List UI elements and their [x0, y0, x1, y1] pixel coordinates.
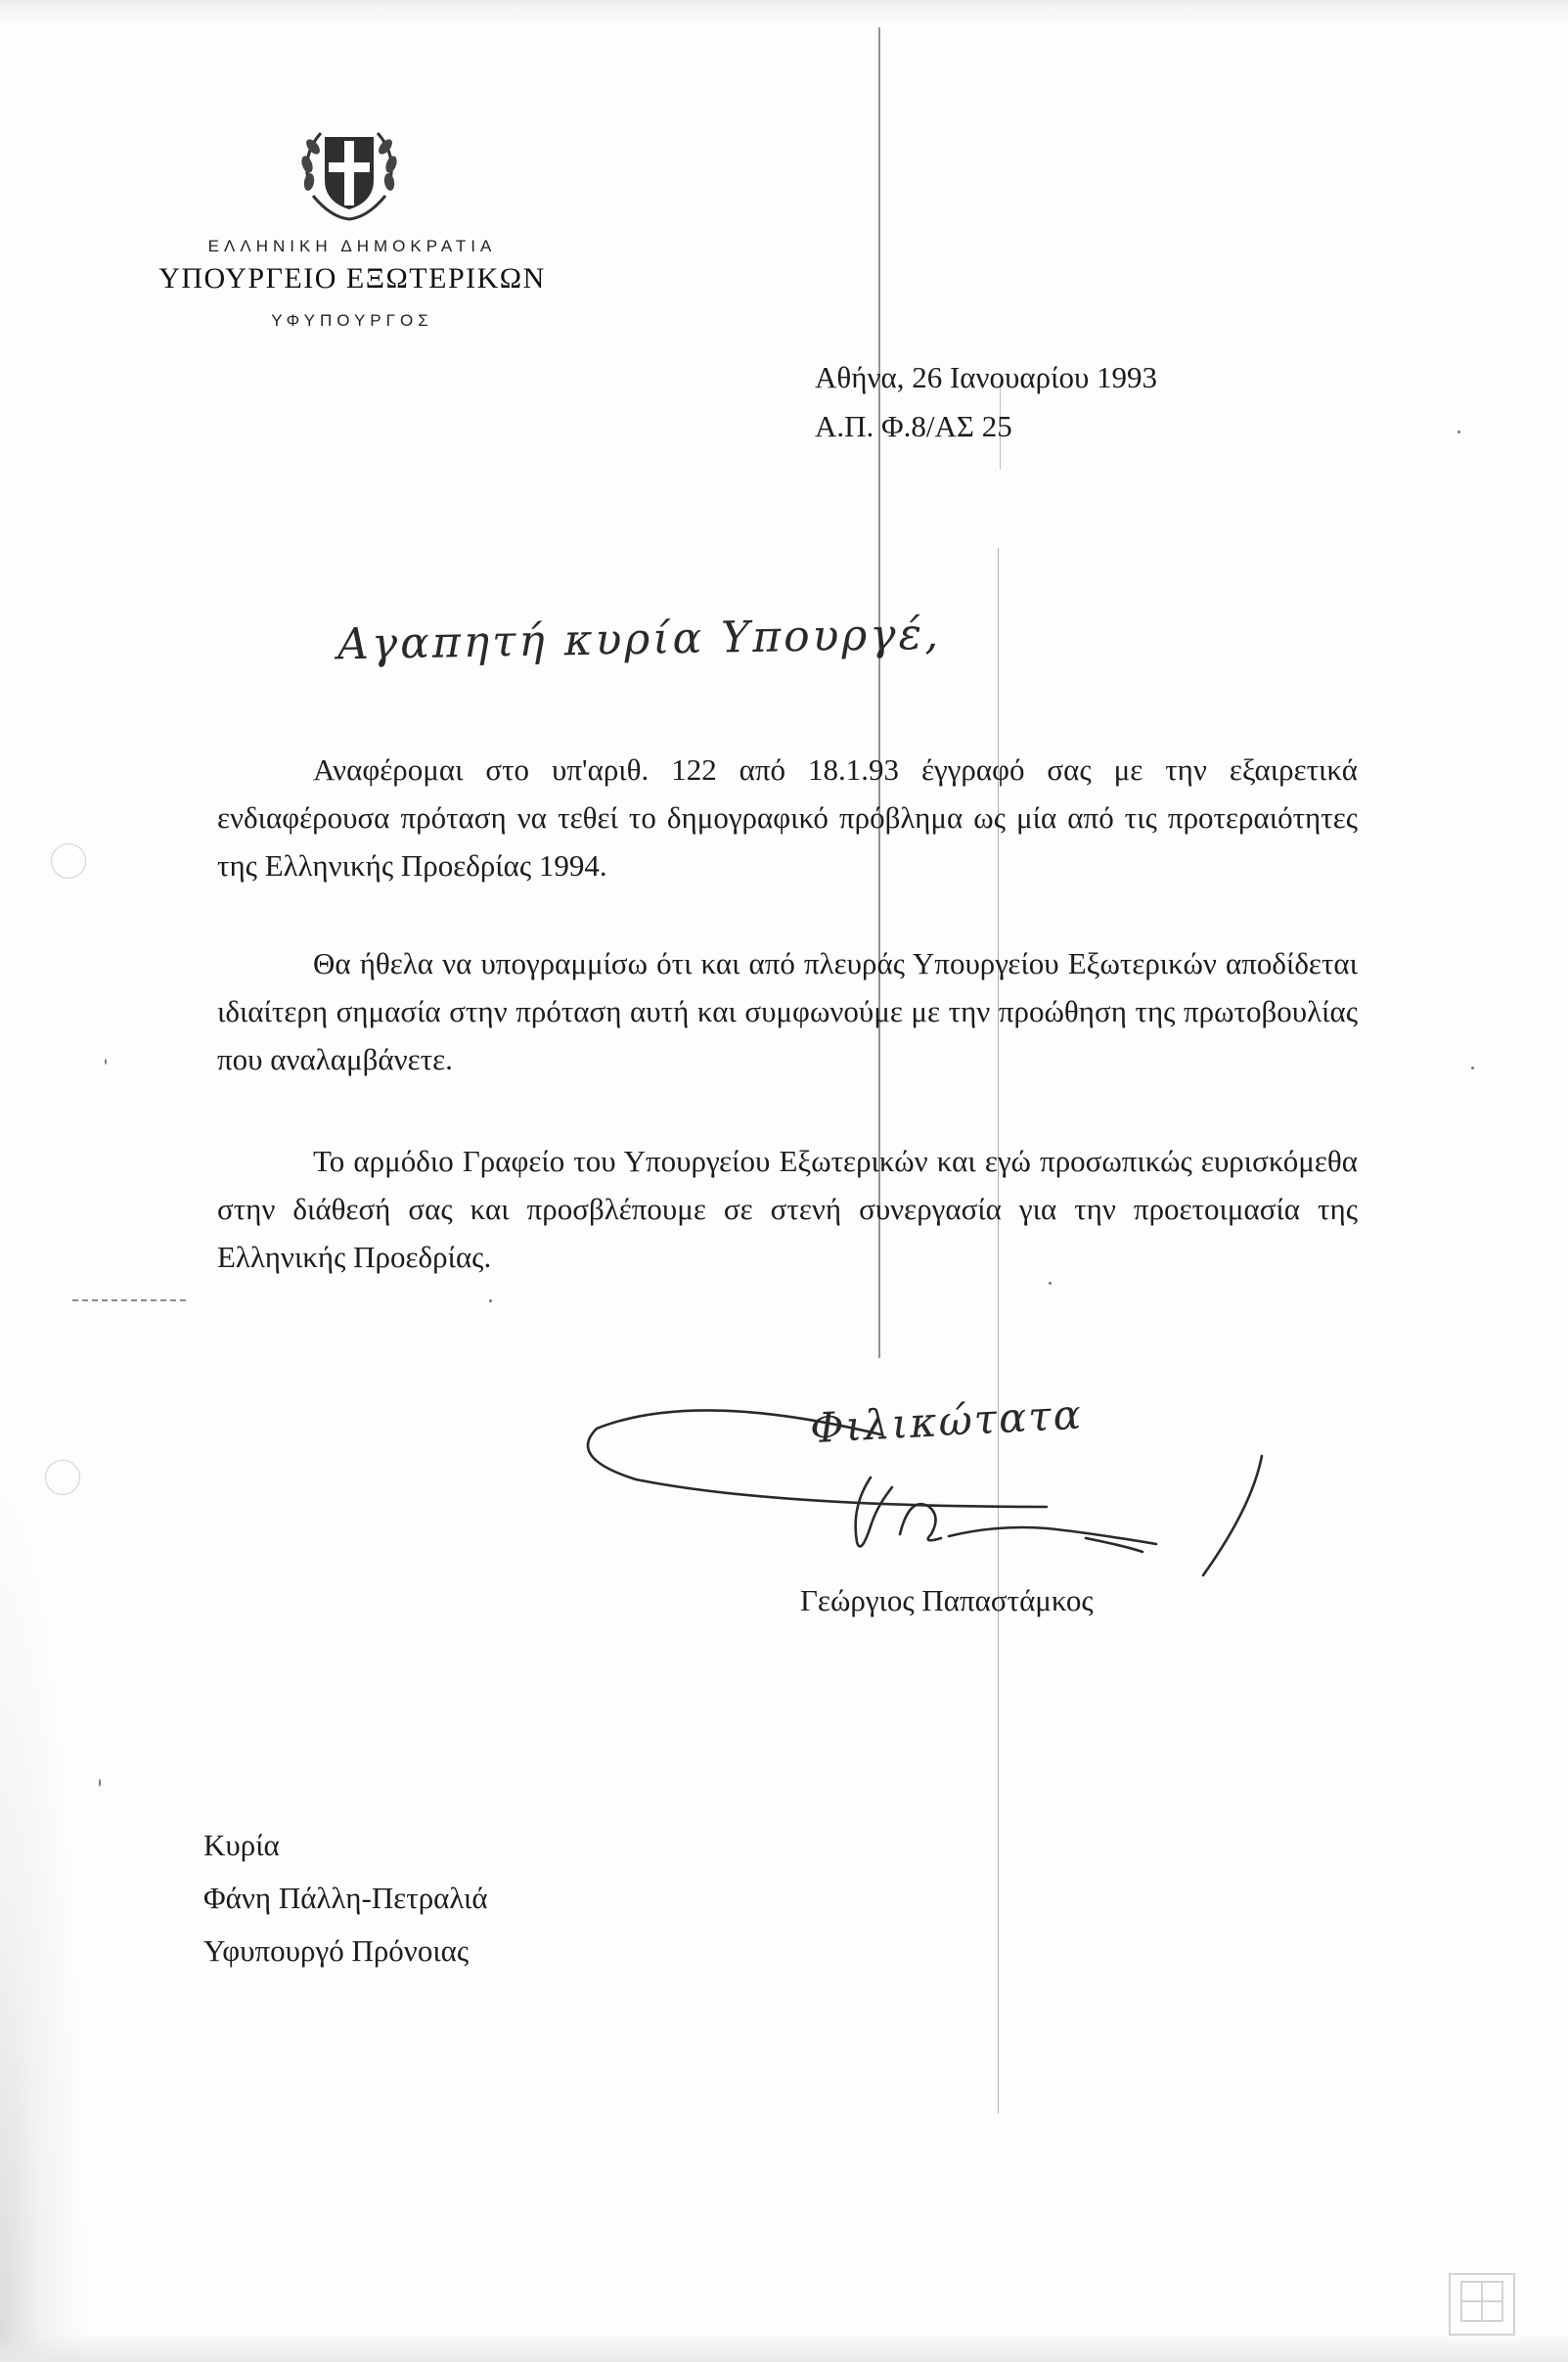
handwritten-signature	[577, 1370, 1281, 1595]
signature-text: Παπ	[998, 1564, 1020, 1574]
scan-speck	[1457, 431, 1460, 433]
body-paragraph: Το αρμόδιο Γραφείο του Υπουργείου Εξωτερικών και εγώ προσωπικώς ευρισκόμεθα στην διάθεσή σας και προσβλέπουμε σε στενή συνεργασία για την προετοιμασία της Ελληνικής Προεδρίας.	[217, 1144, 1358, 1274]
reference-number: Α.Π. Φ.8/ΑΣ 25	[815, 409, 1012, 443]
scan-top-edge	[0, 0, 1568, 27]
greek-coat-of-arms-icon	[291, 115, 407, 231]
punch-hole-lower	[45, 1460, 80, 1495]
office-heading: ΥΦΥΠΟΥΡΓΟΣ	[271, 311, 433, 330]
scan-bottom-edge	[0, 2333, 1568, 2362]
recipient-name: Φάνη Πάλλη-Πετραλιά	[203, 1881, 488, 1915]
handwritten-closing: Φιλικώτατα	[808, 1389, 1085, 1453]
scan-speck	[105, 1059, 107, 1065]
scan-speck	[1471, 1067, 1474, 1069]
scan-speck	[1049, 1282, 1052, 1285]
archive-stamp-icon	[1448, 2272, 1516, 2337]
recipient-position: Υφυπουργό Πρόνοιας	[203, 1933, 470, 1968]
state-heading: ΕΛΛΗΝΙΚΗ ΔΗΜΟΚΡΑΤΙΑ	[207, 237, 497, 255]
scan-speck	[99, 1779, 101, 1787]
body-paragraph: Θα ήθελα να υπογραμμίσω ότι και από πλευράς Υπουργείου Εξωτερικών αποδίδεται ιδιαίτερη σημασία στην πρόταση αυτή και συμφωνούμε με την προώθηση της πρωτοβουλίας που αναλαμβάνετε.	[217, 946, 1358, 1076]
handwritten-salutation: Αγαπητή κυρία Υπουργέ,	[336, 609, 942, 670]
signatory-name: Γεώργιος Παπαστάμκος	[800, 1583, 1094, 1617]
recipient-title: Κυρία	[203, 1828, 280, 1862]
scan-left-shadow	[0, 1468, 88, 2362]
scan-mark	[72, 1299, 190, 1301]
body-paragraph: Αναφέρομαι στο υπ'αριθ. 122 από 18.1.93 έγγραφό σας με την εξαιρετικά ενδιαφέρουσα πρόταση να τεθεί το δημογραφικό πρόβλημα ως μία από τις προτεραιότητες της Ελληνικής Προεδρίας 1994.	[217, 752, 1358, 883]
place-date: Αθήνα, 26 Ιανουαρίου 1993	[815, 360, 1158, 394]
punch-hole-upper	[51, 843, 86, 879]
ministry-heading: ΥΠΟΥΡΓΕΙΟ ΕΞΩΤΕΡΙΚΩΝ	[158, 262, 546, 295]
scan-speck	[489, 1299, 492, 1302]
